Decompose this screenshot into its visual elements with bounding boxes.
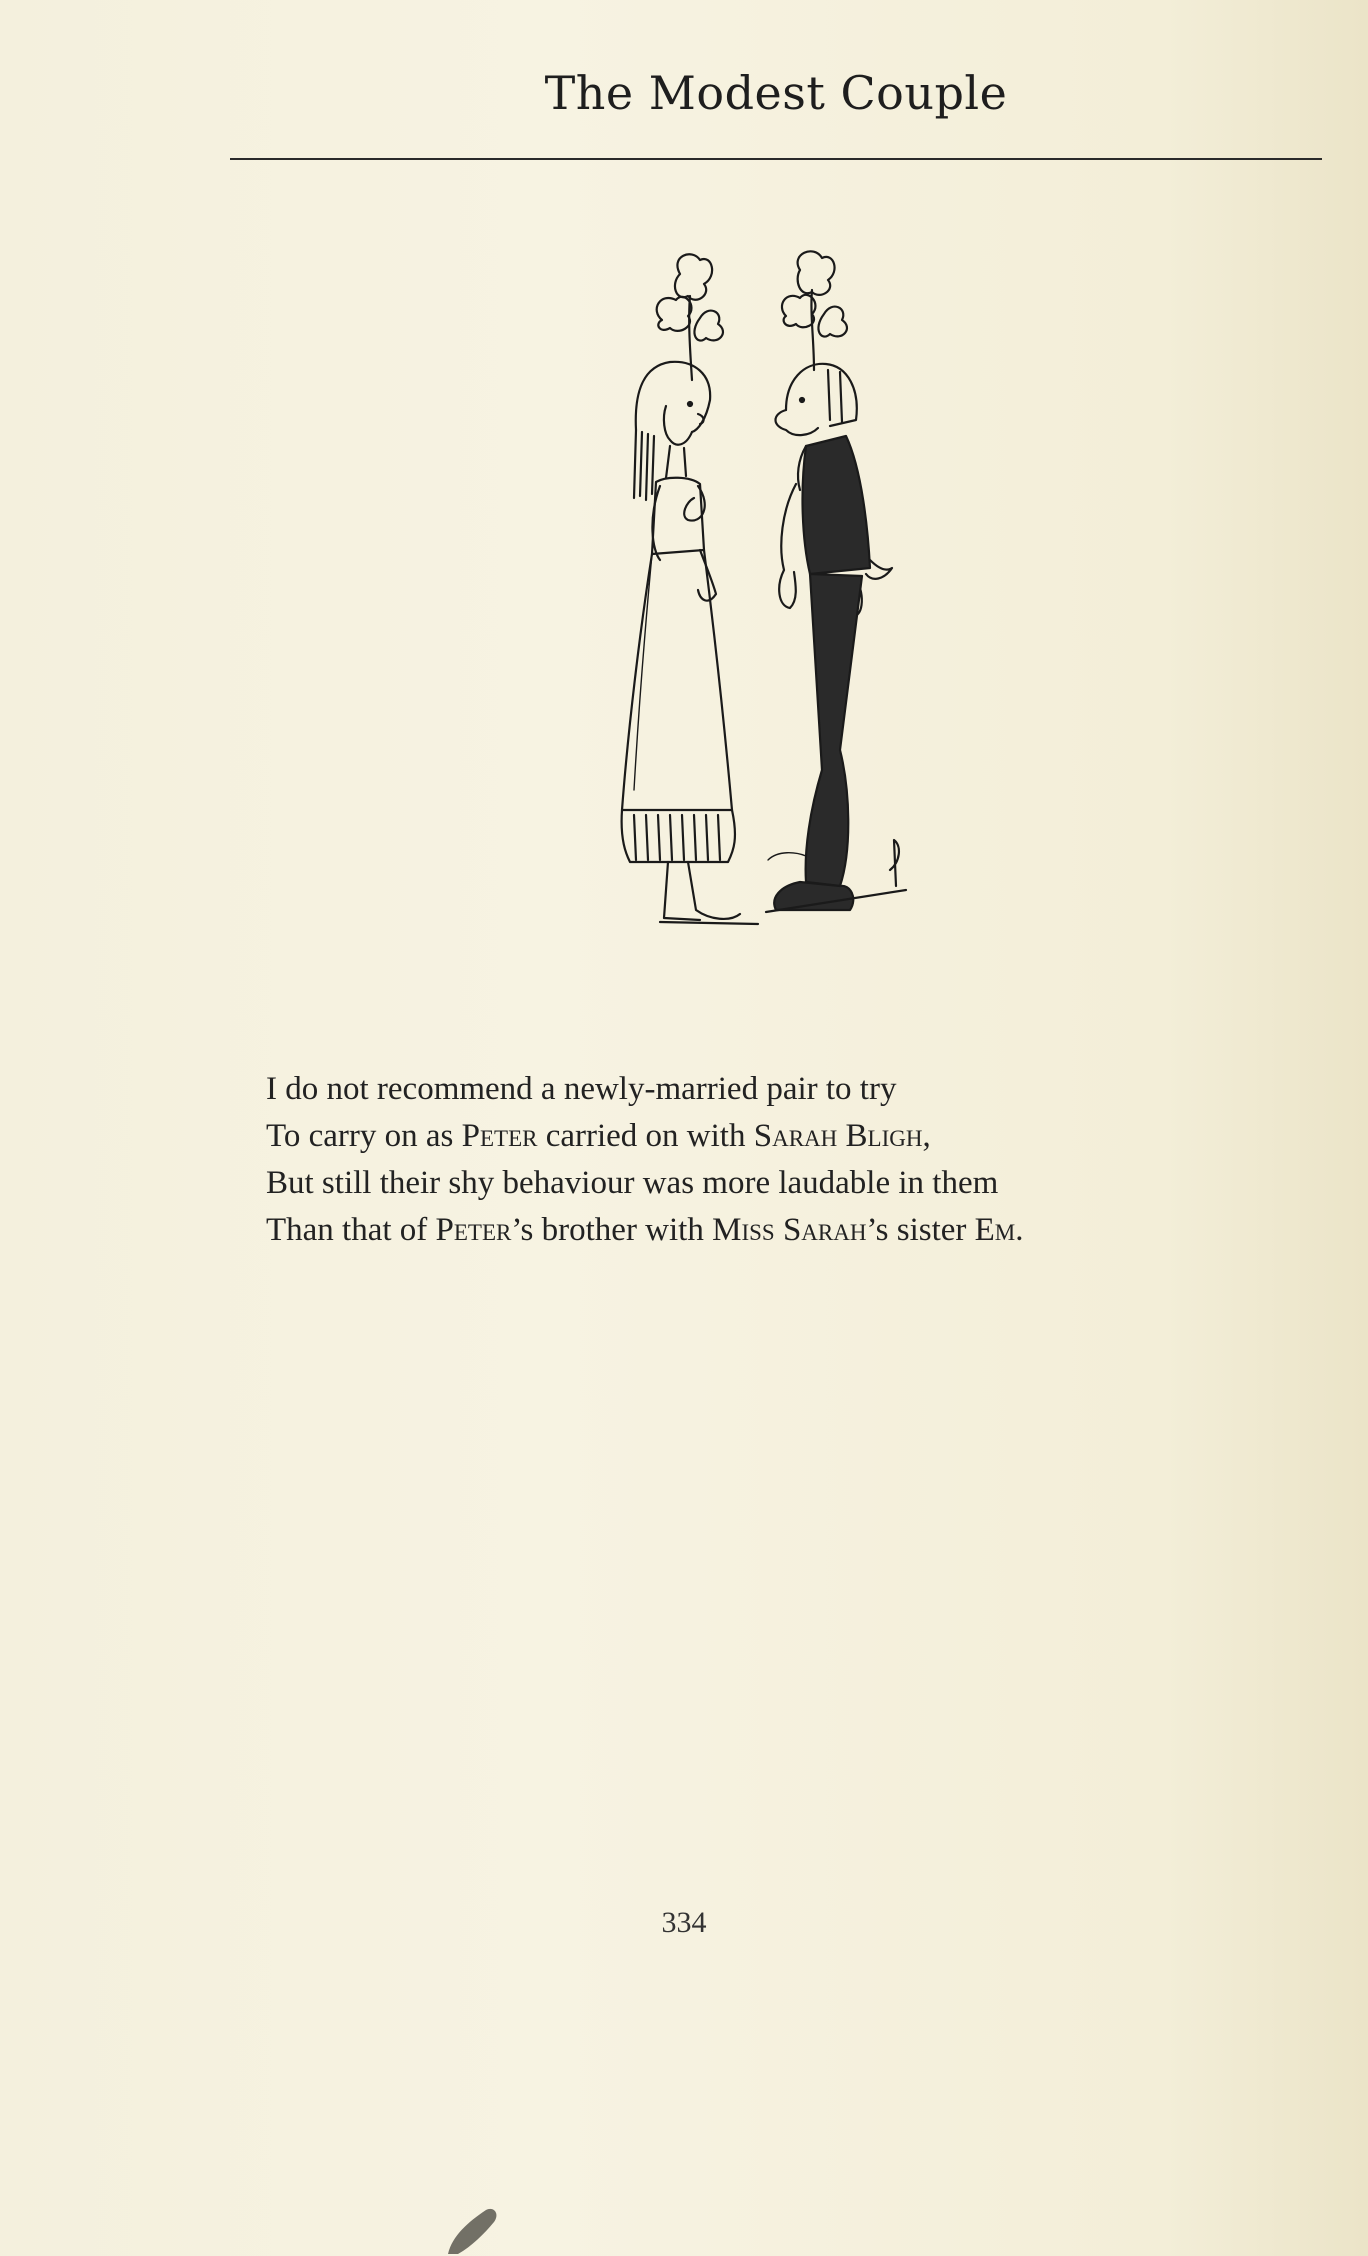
poem-text: ’s sister — [866, 1212, 975, 1248]
ink-smudge — [438, 2196, 508, 2256]
character-name: Sarah Bligh — [753, 1118, 923, 1154]
poem-text: carried on with — [537, 1118, 754, 1154]
poem-text: Than that of — [266, 1212, 436, 1248]
poem-stanza — [266, 1066, 1326, 1254]
character-name: Peter — [461, 1118, 538, 1154]
page-number: 334 — [661, 1906, 707, 1939]
character-name: Miss Sarah — [712, 1212, 867, 1248]
poem-text: To carry on as — [266, 1118, 462, 1154]
boy-figure — [766, 251, 906, 912]
poem-text: , — [922, 1118, 931, 1154]
poem-line-2 — [266, 1113, 1326, 1160]
poem-text: I do not recommend a newly-married pair to try — [266, 1071, 897, 1107]
poem-line-1 — [266, 1066, 1326, 1113]
poem-text: . — [1015, 1212, 1024, 1248]
girl-figure — [622, 254, 758, 924]
poem-line-3 — [266, 1160, 1326, 1207]
poem-text: But still their shy behaviour was more laudable in them — [266, 1165, 999, 1201]
poem-text: ’s brother with — [511, 1212, 713, 1248]
poem-line-4 — [266, 1207, 1326, 1254]
character-name: Em — [974, 1212, 1016, 1248]
couple-illustration — [600, 250, 960, 940]
running-head: The Modest Couple — [544, 66, 1008, 120]
header-rule — [230, 158, 1322, 160]
character-name: Peter — [435, 1212, 512, 1248]
